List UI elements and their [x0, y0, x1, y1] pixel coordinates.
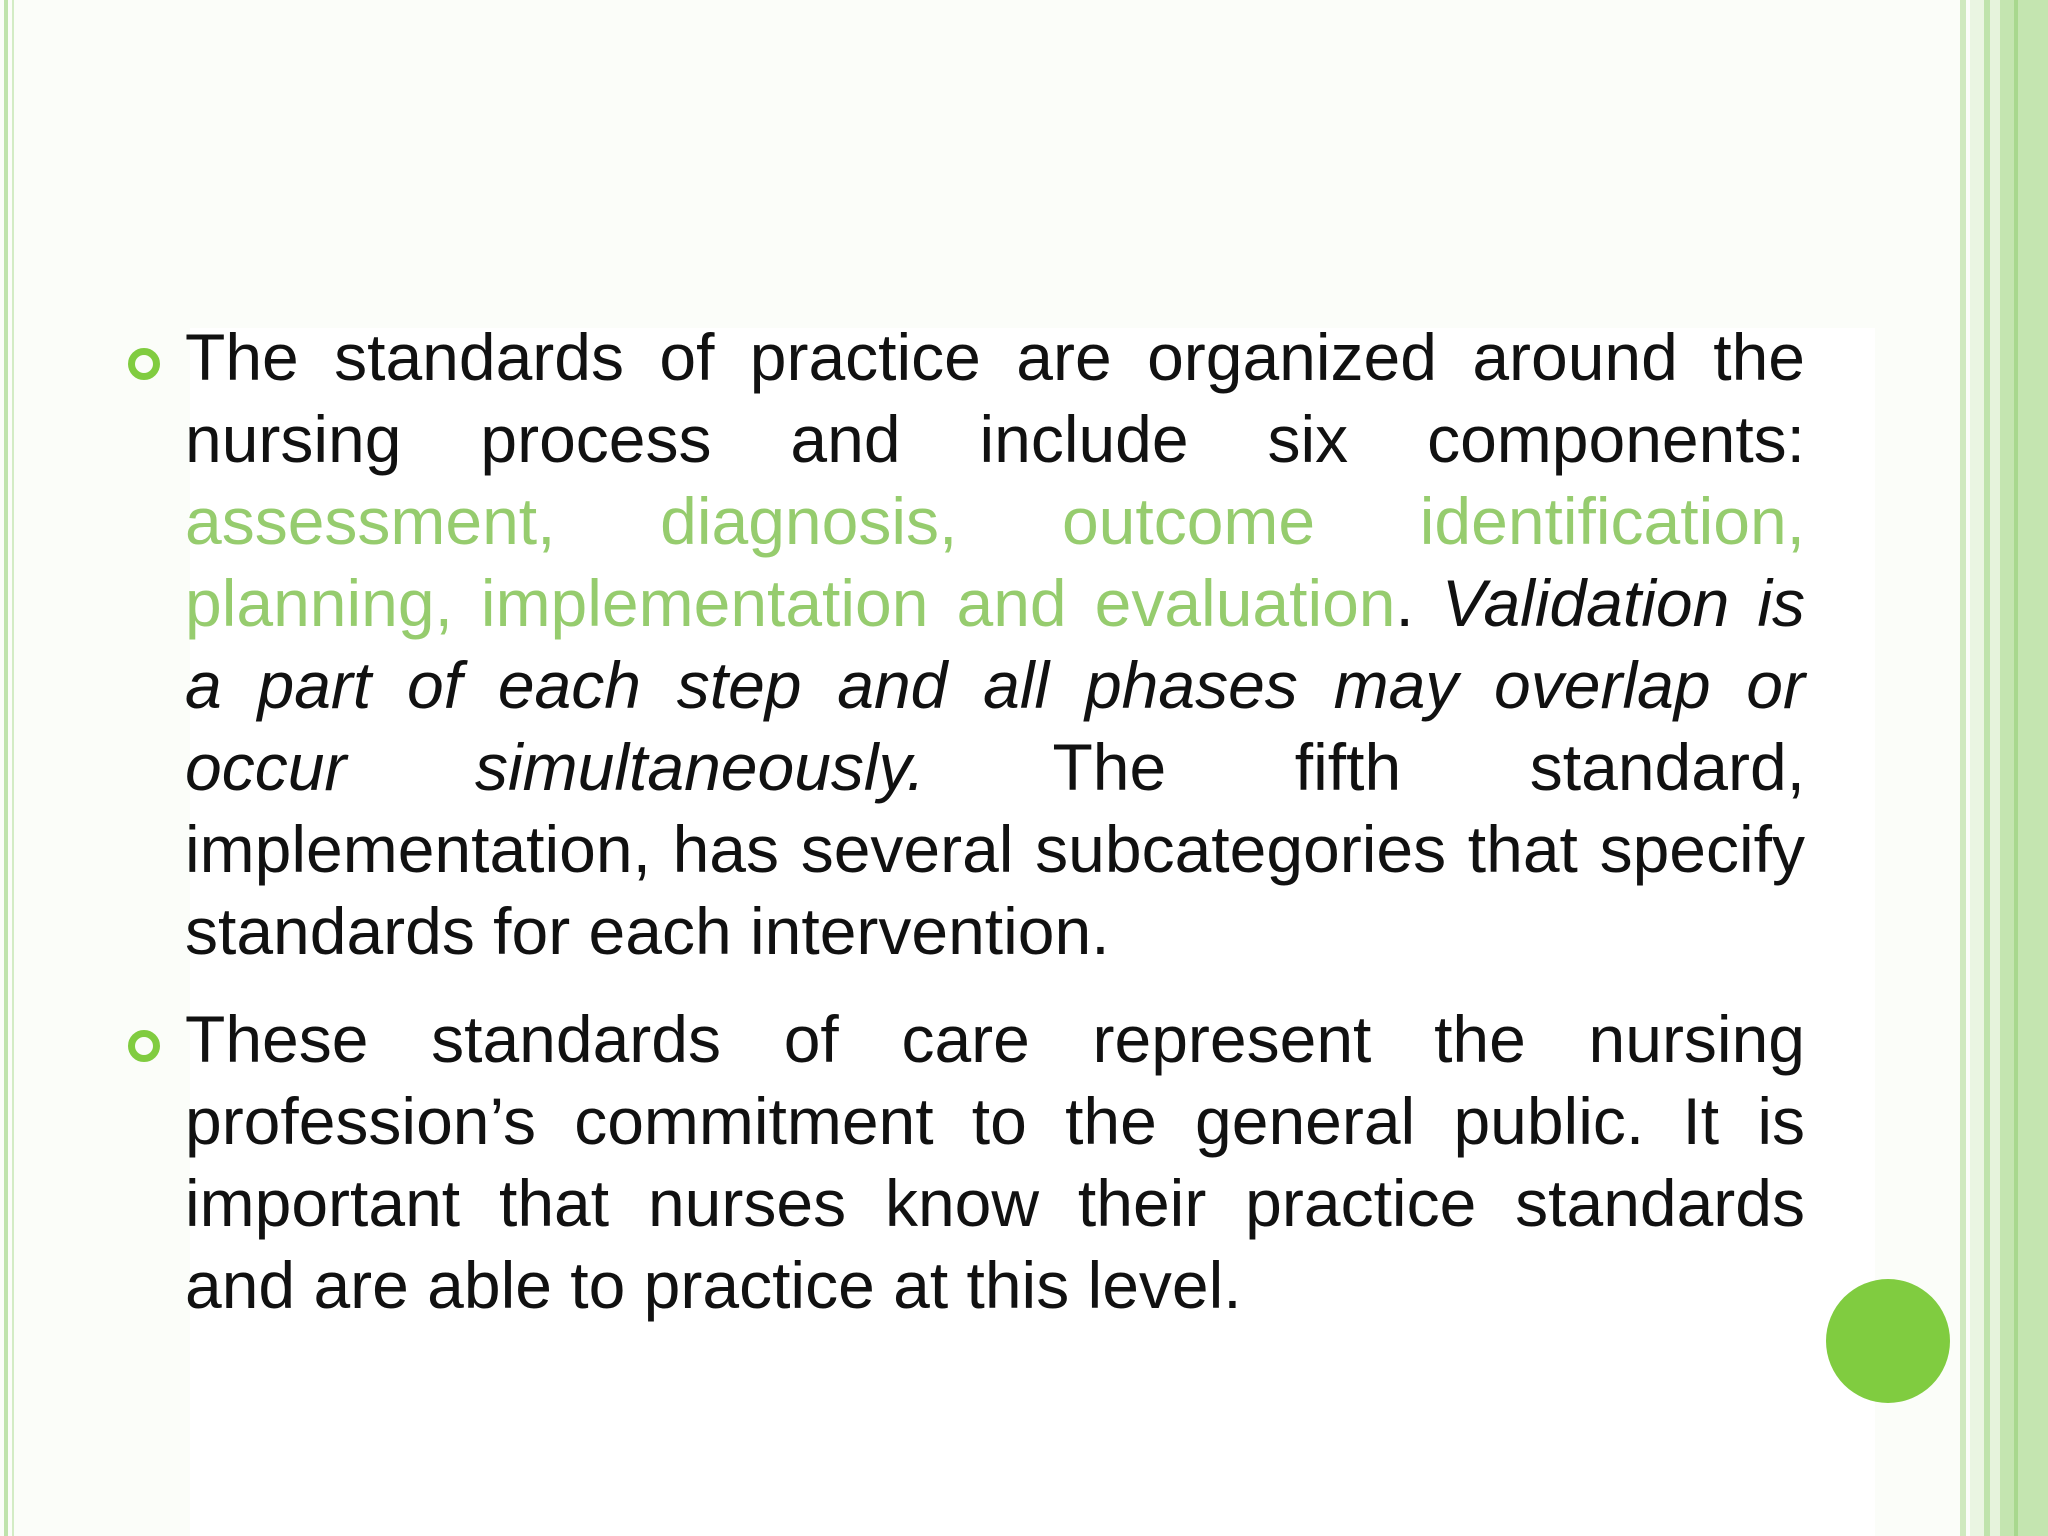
right-border-stripe [1960, 0, 1966, 1536]
bullet-text: These standards of care represent the nursing profession’s commitment to the general public. It is important that nurses know their practice standards and are able to practice at this level. [185, 1002, 1805, 1322]
right-border-stripe [1990, 0, 2000, 1536]
period-text: . [1395, 566, 1442, 640]
circle-bullet-icon [128, 1030, 160, 1062]
validation-italic-text: Validation is a part of each step and all phases may overlap or occur simultaneously. [185, 566, 1805, 804]
green-circle-decoration [1826, 1279, 1950, 1403]
bullet-rest-text: The fifth standard, implementation, has several subcategories that specify standards for each intervention. [185, 730, 1805, 968]
bullet-item [120, 316, 1805, 972]
bullet-text [185, 316, 1805, 972]
right-border-stripe [2014, 0, 2018, 1536]
left-border-line [4, 0, 8, 1536]
right-border-stripe [2000, 0, 2048, 1536]
circle-bullet-icon [128, 348, 160, 380]
components-highlight-text: assessment, diagnosis, outcome identification, planning, implementation and evaluation [185, 484, 1805, 640]
bullet-item [120, 998, 1805, 1326]
right-border-stripe [1970, 0, 1984, 1536]
bullet-list [120, 316, 1805, 1352]
bullet-intro-text: The standards of practice are organized around the nursing process and include six components: [185, 320, 1805, 476]
left-border-line-inner [12, 0, 14, 1536]
